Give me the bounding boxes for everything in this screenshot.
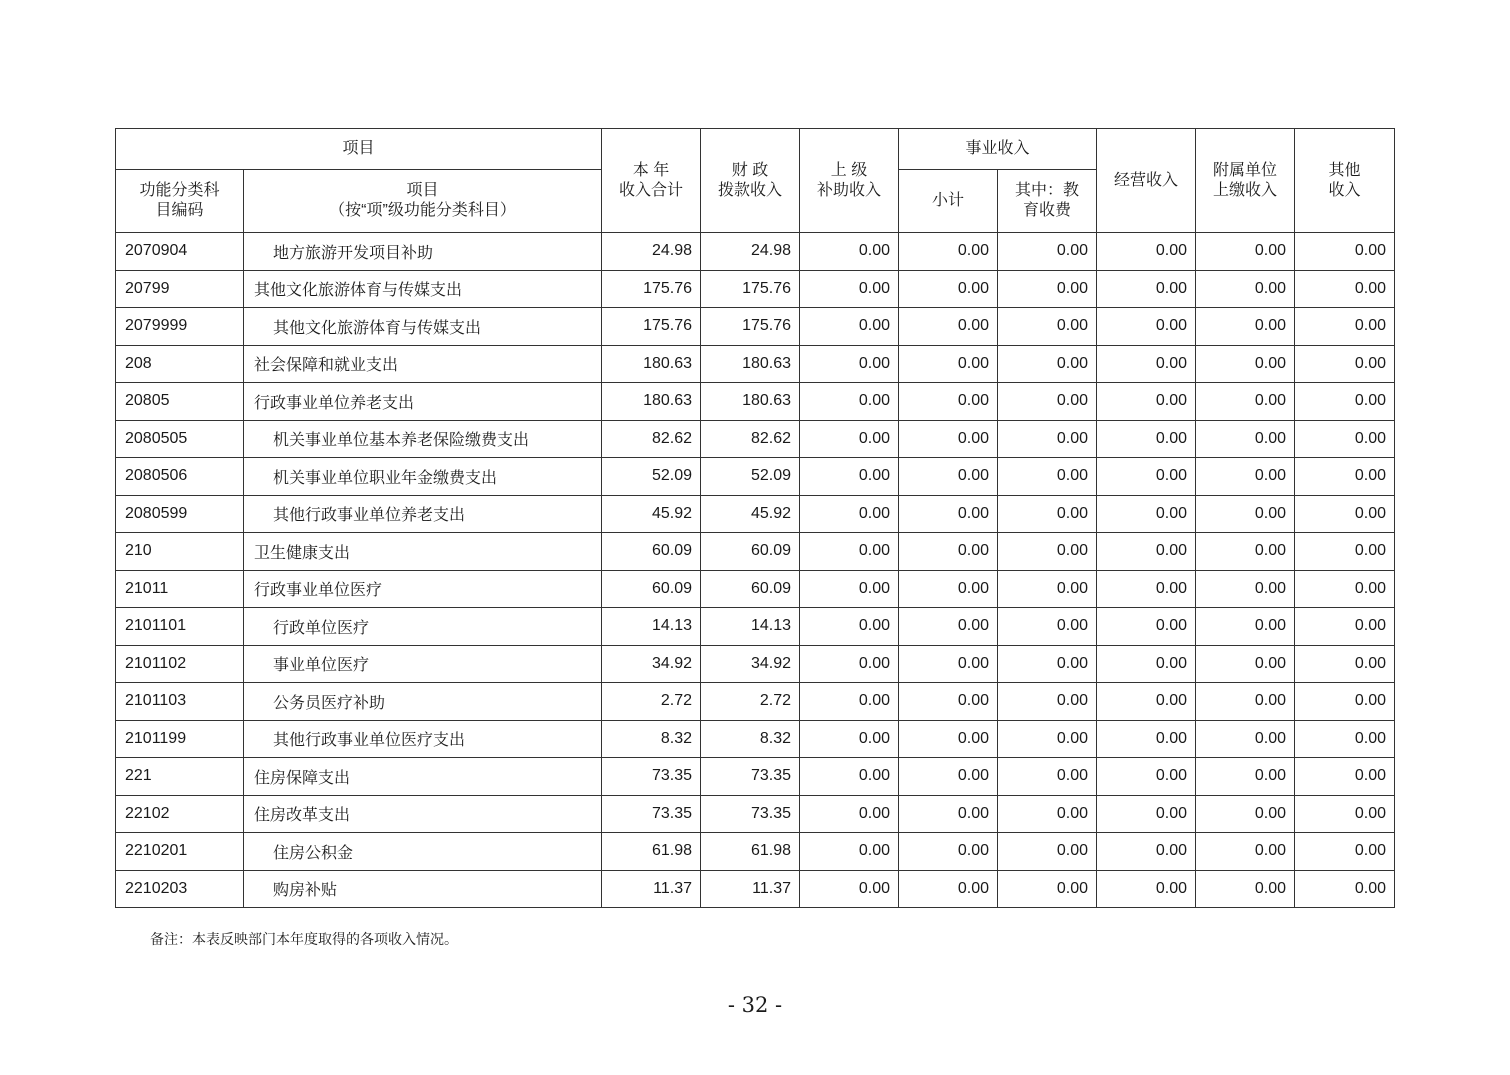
cell-subtotal: 0.00 [899,570,998,608]
cell-name: 地方旅游开发项目补助 [244,233,602,271]
cell-subtotal: 0.00 [899,495,998,533]
cell-affiliate: 0.00 [1196,570,1295,608]
cell-name: 其他行政事业单位医疗支出 [244,720,602,758]
cell-code: 20799 [116,270,244,308]
cell-subtotal: 0.00 [899,458,998,496]
cell-fiscal: 175.76 [701,308,800,346]
cell-name: 机关事业单位职业年金缴费支出 [244,458,602,496]
cell-other: 0.00 [1295,533,1395,571]
cell-total: 14.13 [602,608,701,646]
cell-name: 行政事业单位养老支出 [244,383,602,421]
cell-other: 0.00 [1295,383,1395,421]
cell-operating: 0.00 [1097,233,1196,271]
cell-affiliate: 0.00 [1196,758,1295,796]
header-subtotal: 小计 [899,170,998,233]
cell-edu: 0.00 [998,308,1097,346]
cell-operating: 0.00 [1097,345,1196,383]
cell-subtotal: 0.00 [899,833,998,871]
cell-code: 208 [116,345,244,383]
cell-superior: 0.00 [800,645,899,683]
cell-superior: 0.00 [800,683,899,721]
header-superior: 上 级 补助收入 [800,129,899,233]
cell-subtotal: 0.00 [899,533,998,571]
cell-superior: 0.00 [800,345,899,383]
cell-superior: 0.00 [800,833,899,871]
cell-fiscal: 45.92 [701,495,800,533]
cell-superior: 0.00 [800,758,899,796]
table-row [116,608,1395,646]
table-row [116,683,1395,721]
cell-edu: 0.00 [998,345,1097,383]
cell-fiscal: 24.98 [701,233,800,271]
cell-code: 2101103 [116,683,244,721]
cell-other: 0.00 [1295,758,1395,796]
cell-total: 180.63 [602,383,701,421]
table-row [116,795,1395,833]
header-code: 功能分类科 目编码 [116,170,244,233]
table-row [116,383,1395,421]
cell-superior: 0.00 [800,720,899,758]
cell-edu: 0.00 [998,495,1097,533]
cell-name: 其他文化旅游体育与传媒支出 [244,270,602,308]
cell-affiliate: 0.00 [1196,233,1295,271]
cell-subtotal: 0.00 [899,270,998,308]
cell-name: 购房补贴 [244,870,602,908]
table-row [116,420,1395,458]
cell-total: 52.09 [602,458,701,496]
cell-operating: 0.00 [1097,420,1196,458]
cell-code: 2101102 [116,645,244,683]
cell-subtotal: 0.00 [899,233,998,271]
cell-fiscal: 8.32 [701,720,800,758]
table-row [116,645,1395,683]
cell-subtotal: 0.00 [899,383,998,421]
cell-operating: 0.00 [1097,270,1196,308]
table-row [116,570,1395,608]
cell-total: 175.76 [602,308,701,346]
cell-operating: 0.00 [1097,758,1196,796]
cell-total: 73.35 [602,758,701,796]
cell-fiscal: 82.62 [701,420,800,458]
table-row [116,495,1395,533]
cell-other: 0.00 [1295,495,1395,533]
table-row [116,270,1395,308]
cell-code: 210 [116,533,244,571]
header-total: 本 年 收入合计 [602,129,701,233]
cell-edu: 0.00 [998,420,1097,458]
cell-operating: 0.00 [1097,795,1196,833]
cell-superior: 0.00 [800,795,899,833]
cell-code: 2080506 [116,458,244,496]
cell-edu: 0.00 [998,870,1097,908]
cell-name: 卫生健康支出 [244,533,602,571]
cell-code: 2070904 [116,233,244,271]
cell-operating: 0.00 [1097,458,1196,496]
cell-name: 住房公积金 [244,833,602,871]
cell-affiliate: 0.00 [1196,383,1295,421]
cell-edu: 0.00 [998,383,1097,421]
cell-code: 2101101 [116,608,244,646]
cell-affiliate: 0.00 [1196,308,1295,346]
table-row [116,720,1395,758]
cell-total: 8.32 [602,720,701,758]
cell-edu: 0.00 [998,720,1097,758]
cell-operating: 0.00 [1097,683,1196,721]
cell-operating: 0.00 [1097,645,1196,683]
cell-affiliate: 0.00 [1196,458,1295,496]
cell-affiliate: 0.00 [1196,833,1295,871]
cell-code: 2080505 [116,420,244,458]
cell-subtotal: 0.00 [899,795,998,833]
cell-subtotal: 0.00 [899,720,998,758]
cell-name: 公务员医疗补助 [244,683,602,721]
cell-superior: 0.00 [800,383,899,421]
cell-affiliate: 0.00 [1196,420,1295,458]
cell-operating: 0.00 [1097,383,1196,421]
cell-code: 2210203 [116,870,244,908]
cell-affiliate: 0.00 [1196,795,1295,833]
cell-operating: 0.00 [1097,570,1196,608]
cell-other: 0.00 [1295,720,1395,758]
cell-superior: 0.00 [800,420,899,458]
cell-name: 行政事业单位医疗 [244,570,602,608]
cell-affiliate: 0.00 [1196,645,1295,683]
cell-code: 2080599 [116,495,244,533]
cell-fiscal: 11.37 [701,870,800,908]
header-business: 事业收入 [899,129,1097,170]
cell-code: 21011 [116,570,244,608]
cell-code: 20805 [116,383,244,421]
cell-code: 2210201 [116,833,244,871]
cell-subtotal: 0.00 [899,645,998,683]
cell-total: 82.62 [602,420,701,458]
cell-superior: 0.00 [800,458,899,496]
table-row [116,758,1395,796]
cell-code: 2079999 [116,308,244,346]
cell-edu: 0.00 [998,270,1097,308]
header-fiscal: 财 政 拨款收入 [701,129,800,233]
cell-name: 其他行政事业单位养老支出 [244,495,602,533]
cell-fiscal: 73.35 [701,758,800,796]
cell-total: 60.09 [602,533,701,571]
cell-operating: 0.00 [1097,308,1196,346]
table-row [116,833,1395,871]
cell-superior: 0.00 [800,608,899,646]
cell-edu: 0.00 [998,758,1097,796]
cell-edu: 0.00 [998,533,1097,571]
cell-fiscal: 34.92 [701,645,800,683]
cell-name: 事业单位医疗 [244,645,602,683]
header-other: 其他 收入 [1295,129,1395,233]
cell-affiliate: 0.00 [1196,720,1295,758]
cell-name: 其他文化旅游体育与传媒支出 [244,308,602,346]
page-number: - 32 - [727,993,783,1017]
cell-name: 社会保障和就业支出 [244,345,602,383]
table-row [116,458,1395,496]
cell-fiscal: 180.63 [701,345,800,383]
cell-name: 机关事业单位基本养老保险缴费支出 [244,420,602,458]
header-project: 项目 [116,129,602,170]
table-row [116,345,1395,383]
cell-other: 0.00 [1295,233,1395,271]
cell-subtotal: 0.00 [899,308,998,346]
cell-edu: 0.00 [998,683,1097,721]
cell-total: 24.98 [602,233,701,271]
cell-total: 175.76 [602,270,701,308]
cell-other: 0.00 [1295,458,1395,496]
cell-total: 34.92 [602,645,701,683]
cell-subtotal: 0.00 [899,608,998,646]
cell-superior: 0.00 [800,308,899,346]
table-row [116,533,1395,571]
cell-fiscal: 60.09 [701,533,800,571]
cell-edu: 0.00 [998,233,1097,271]
cell-total: 60.09 [602,570,701,608]
cell-total: 45.92 [602,495,701,533]
cell-other: 0.00 [1295,608,1395,646]
cell-operating: 0.00 [1097,608,1196,646]
cell-name: 行政单位医疗 [244,608,602,646]
cell-other: 0.00 [1295,345,1395,383]
cell-code: 2101199 [116,720,244,758]
cell-affiliate: 0.00 [1196,270,1295,308]
cell-code: 221 [116,758,244,796]
income-table [115,128,1395,908]
cell-fiscal: 73.35 [701,795,800,833]
cell-superior: 0.00 [800,233,899,271]
cell-affiliate: 0.00 [1196,870,1295,908]
cell-fiscal: 52.09 [701,458,800,496]
cell-subtotal: 0.00 [899,420,998,458]
table-row [116,870,1395,908]
cell-operating: 0.00 [1097,870,1196,908]
cell-total: 180.63 [602,345,701,383]
cell-total: 61.98 [602,833,701,871]
cell-edu: 0.00 [998,833,1097,871]
cell-operating: 0.00 [1097,495,1196,533]
cell-other: 0.00 [1295,308,1395,346]
cell-fiscal: 180.63 [701,383,800,421]
cell-other: 0.00 [1295,645,1395,683]
cell-operating: 0.00 [1097,533,1196,571]
cell-other: 0.00 [1295,683,1395,721]
cell-fiscal: 61.98 [701,833,800,871]
cell-other: 0.00 [1295,833,1395,871]
cell-superior: 0.00 [800,270,899,308]
cell-edu: 0.00 [998,608,1097,646]
cell-fiscal: 14.13 [701,608,800,646]
cell-total: 2.72 [602,683,701,721]
cell-affiliate: 0.00 [1196,683,1295,721]
cell-superior: 0.00 [800,870,899,908]
cell-other: 0.00 [1295,570,1395,608]
cell-subtotal: 0.00 [899,758,998,796]
cell-fiscal: 60.09 [701,570,800,608]
cell-edu: 0.00 [998,570,1097,608]
cell-total: 73.35 [602,795,701,833]
cell-subtotal: 0.00 [899,683,998,721]
cell-other: 0.00 [1295,270,1395,308]
header-operating: 经营收入 [1097,129,1196,233]
cell-other: 0.00 [1295,795,1395,833]
header-edu: 其中：教 育收费 [998,170,1097,233]
cell-affiliate: 0.00 [1196,533,1295,571]
cell-code: 22102 [116,795,244,833]
cell-operating: 0.00 [1097,720,1196,758]
table-note: 备注：本表反映部门本年度取得的各项收入情况。 [150,932,458,948]
cell-affiliate: 0.00 [1196,495,1295,533]
cell-superior: 0.00 [800,533,899,571]
cell-affiliate: 0.00 [1196,608,1295,646]
cell-other: 0.00 [1295,870,1395,908]
cell-edu: 0.00 [998,458,1097,496]
table-row [116,233,1395,271]
cell-edu: 0.00 [998,795,1097,833]
header-project-sub: 项目 （按“项”级功能分类科目） [244,170,602,233]
cell-operating: 0.00 [1097,833,1196,871]
header-affiliate: 附属单位 上缴收入 [1196,129,1295,233]
cell-name: 住房改革支出 [244,795,602,833]
table-row [116,308,1395,346]
cell-superior: 0.00 [800,495,899,533]
cell-fiscal: 175.76 [701,270,800,308]
cell-affiliate: 0.00 [1196,345,1295,383]
cell-edu: 0.00 [998,645,1097,683]
cell-fiscal: 2.72 [701,683,800,721]
cell-other: 0.00 [1295,420,1395,458]
cell-subtotal: 0.00 [899,345,998,383]
cell-subtotal: 0.00 [899,870,998,908]
cell-superior: 0.00 [800,570,899,608]
cell-name: 住房保障支出 [244,758,602,796]
cell-total: 11.37 [602,870,701,908]
